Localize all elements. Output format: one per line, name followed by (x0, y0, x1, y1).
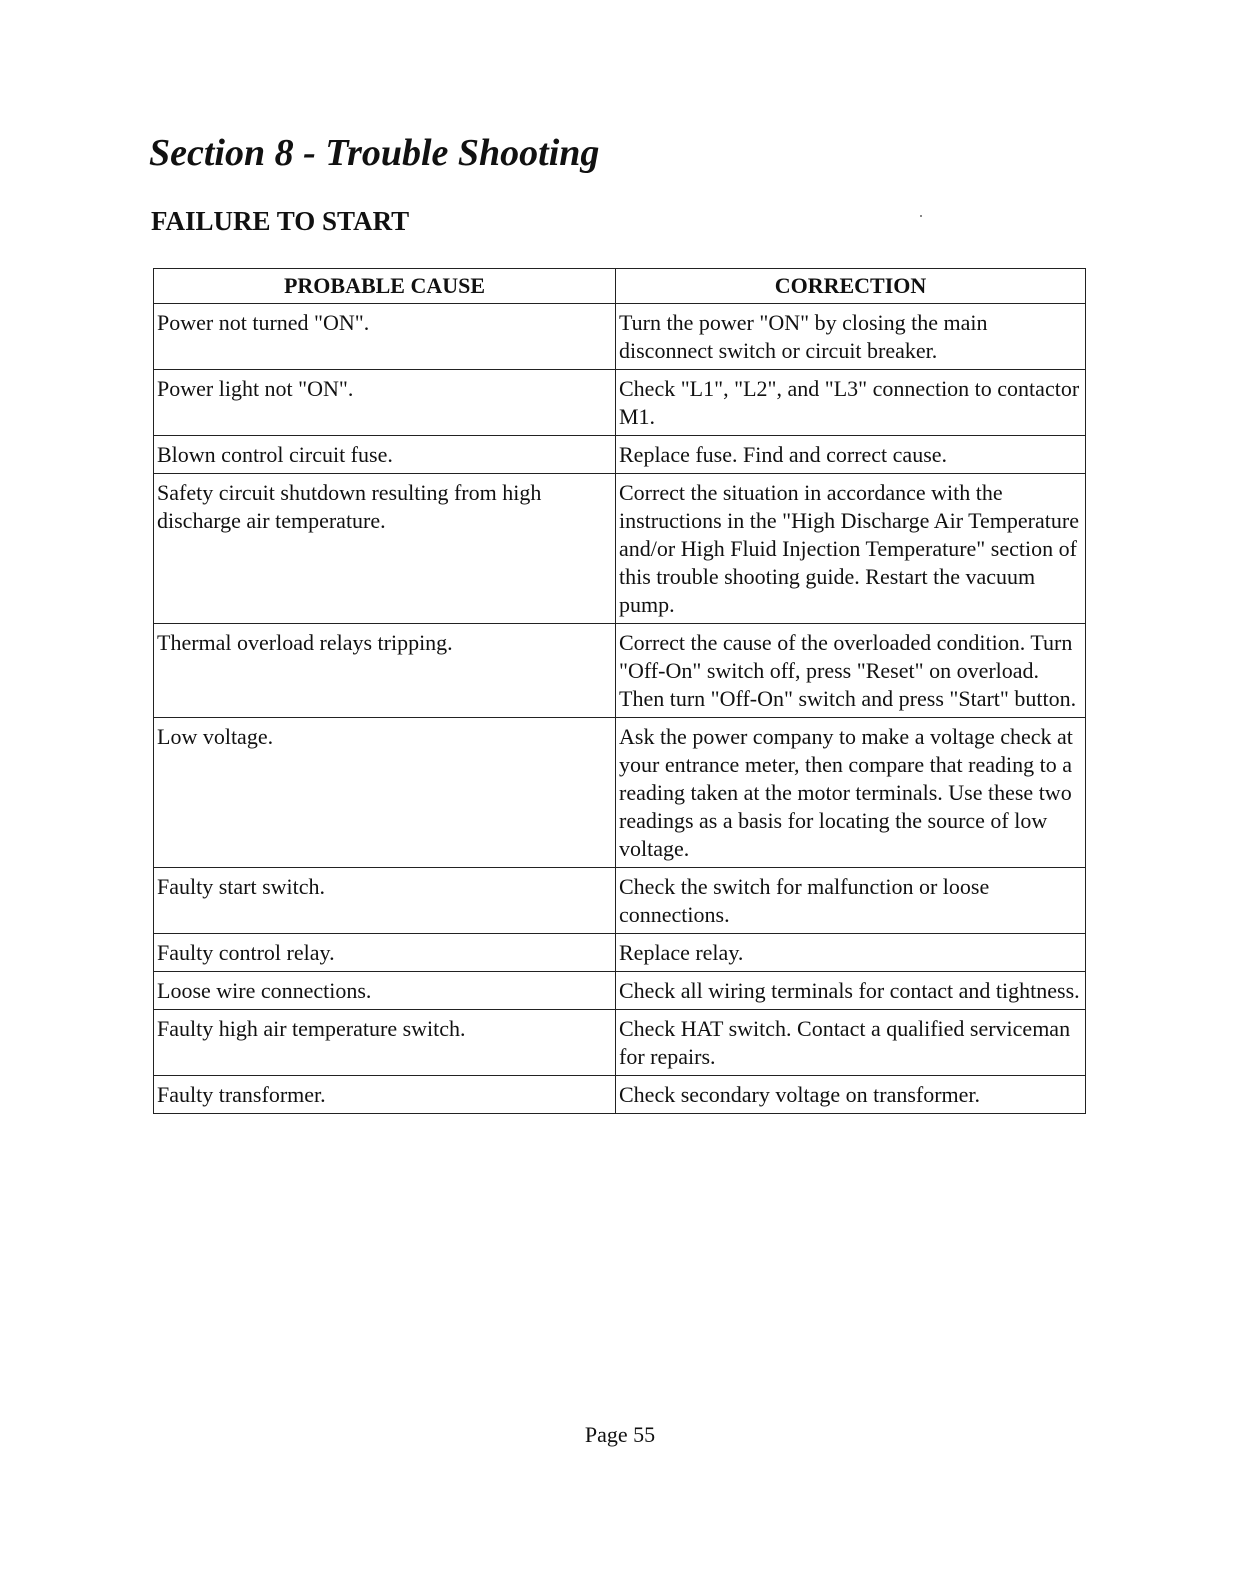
section-title: Section 8 - Trouble Shooting (149, 132, 600, 174)
correction-cell: Check HAT switch. Contact a qualified serviceman for repairs. (616, 1010, 1086, 1076)
correction-cell: Turn the power "ON" by closing the main disconnect switch or circuit breaker. (616, 304, 1086, 370)
cause-cell: Blown control circuit fuse. (154, 436, 616, 474)
cause-cell: Faulty transformer. (154, 1076, 616, 1114)
table-row (154, 624, 1086, 718)
correction-cell: Check "L1", "L2", and "L3" connection to contactor M1. (616, 370, 1086, 436)
cause-cell: Thermal overload relays tripping. (154, 624, 616, 718)
cause-cell: Power light not "ON". (154, 370, 616, 436)
correction-cell: Check all wiring terminals for contact and tightness. (616, 972, 1086, 1010)
cause-cell: Safety circuit shutdown resulting from high discharge air temperature. (154, 474, 616, 624)
page-number: Page 55 (584, 1422, 656, 1447)
troubleshooting-table (153, 268, 1086, 1114)
correction-cell: Check the switch for malfunction or loose connections. (616, 868, 1086, 934)
table-row (154, 370, 1086, 436)
table-row (154, 1010, 1086, 1076)
table-row (154, 436, 1086, 474)
failure-to-start-heading: FAILURE TO START (151, 206, 410, 236)
table-header-row (154, 269, 1086, 304)
table-row (154, 934, 1086, 972)
correction-cell: Check secondary voltage on transformer. (616, 1076, 1086, 1114)
table-row (154, 474, 1086, 624)
correction-cell: Correct the situation in accordance with the instructions in the "High Discharge Air Temperature and/or High Fluid Injection Temperature" section of this trouble shooting guide. Restart the vacuum pump. (616, 474, 1086, 624)
cause-cell: Power not turned "ON". (154, 304, 616, 370)
table-row (154, 868, 1086, 934)
table-row (154, 718, 1086, 868)
cause-cell: Faulty control relay. (154, 934, 616, 972)
scan-speck (920, 215, 922, 217)
cause-cell: Low voltage. (154, 718, 616, 868)
table-row (154, 304, 1086, 370)
correction-cell: Replace relay. (616, 934, 1086, 972)
table-row (154, 1076, 1086, 1114)
header-probable-cause: PROBABLE CAUSE (154, 269, 616, 304)
correction-cell: Correct the cause of the overloaded condition. Turn "Off-On" switch off, press "Reset" on overload. Then turn "Off-On" switch and press "Start" button. (616, 624, 1086, 718)
correction-cell: Replace fuse. Find and correct cause. (616, 436, 1086, 474)
header-correction: CORRECTION (616, 269, 1086, 304)
table-row (154, 972, 1086, 1010)
cause-cell: Faulty start switch. (154, 868, 616, 934)
correction-cell: Ask the power company to make a voltage check at your entrance meter, then compare that reading to a reading taken at the motor terminals. Use these two readings as a basis for locating the source of low voltage. (616, 718, 1086, 868)
cause-cell: Loose wire connections. (154, 972, 616, 1010)
cause-cell: Faulty high air temperature switch. (154, 1010, 616, 1076)
